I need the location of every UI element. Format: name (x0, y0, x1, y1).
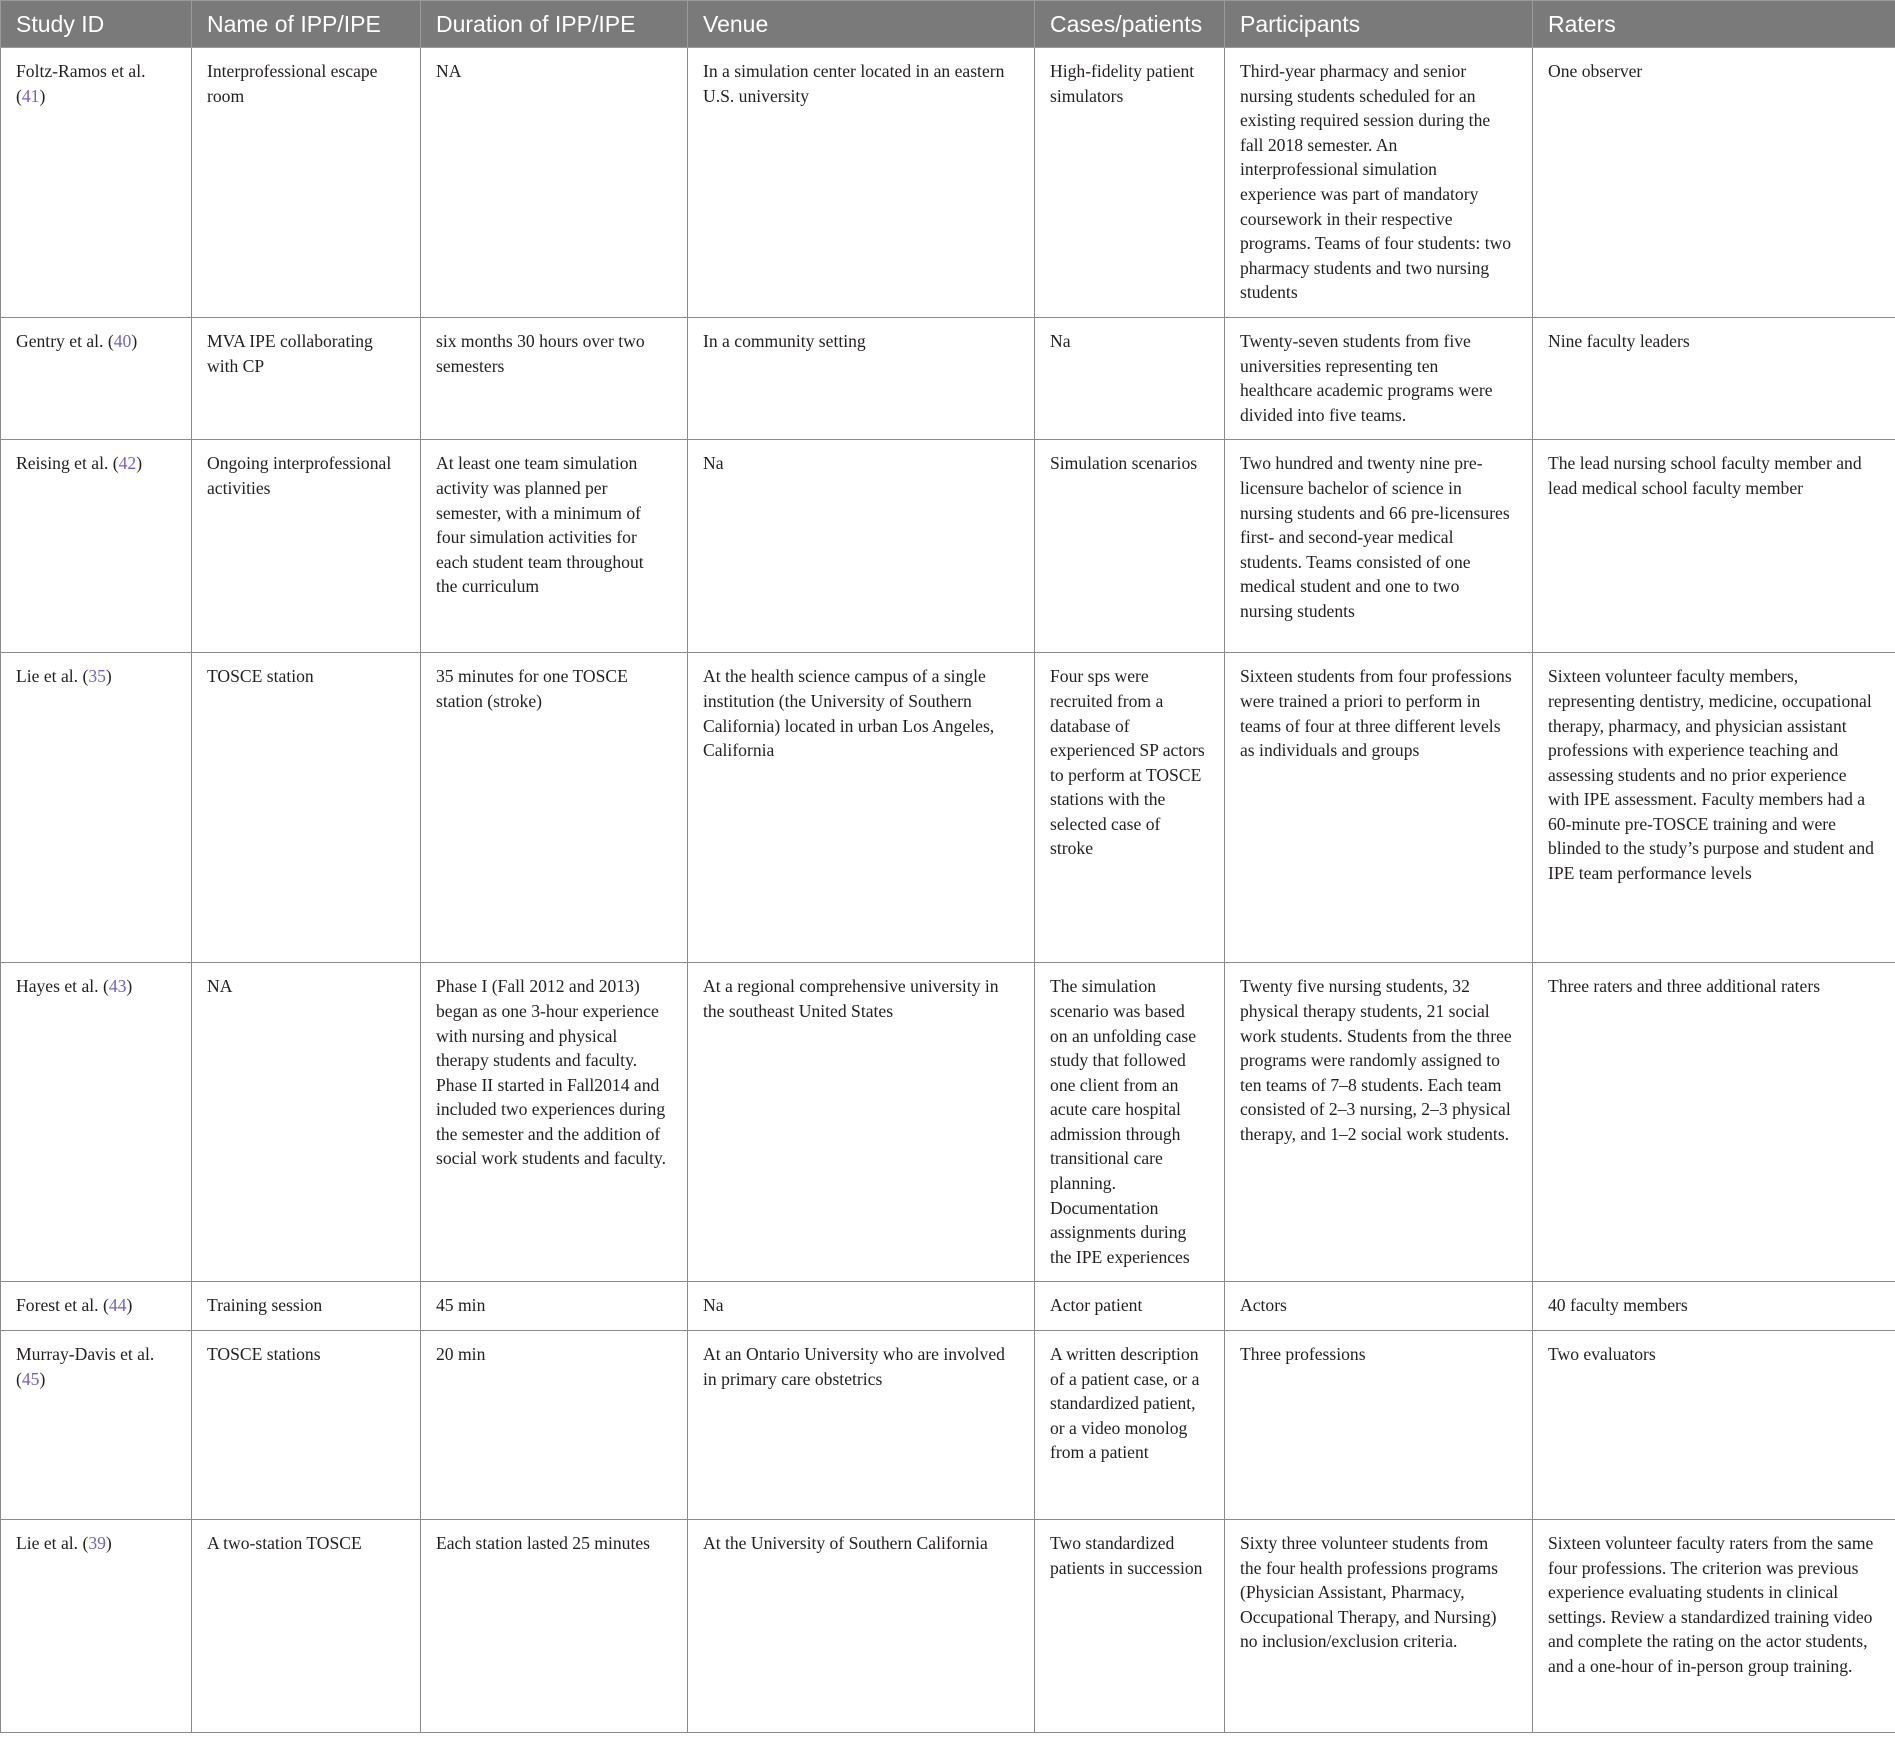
cell-study-id: Murray-Davis et al. (45) (1, 1331, 192, 1520)
study-name: Reising et al. (16, 453, 109, 474)
cell-study-id: Lie et al. (35) (1, 653, 192, 963)
col-header-raters: Raters (1533, 1, 1895, 48)
table-row (1, 440, 1895, 653)
cell-venue: Na (688, 440, 1035, 653)
study-name: Foltz-Ramos et al. (16, 61, 146, 81)
cell-study-id: Foltz-Ramos et al. (41) (1, 48, 192, 318)
cell-cases: Simulation scenarios (1035, 440, 1225, 653)
cell-cases: Na (1035, 317, 1225, 439)
reference-link[interactable]: 40 (113, 330, 132, 351)
reference-link[interactable]: 39 (88, 1533, 106, 1554)
cell-cases: Actor patient (1035, 1282, 1225, 1331)
cell-raters: The lead nursing school faculty member and lead medical school faculty member (1533, 440, 1895, 653)
cell-raters: Nine faculty leaders (1533, 317, 1895, 439)
cell-duration: 35 minutes for one TOSCE station (stroke) (421, 653, 688, 963)
table-row (1, 48, 1895, 318)
reference-link[interactable]: 41 (21, 85, 40, 106)
cell-participants: Actors (1225, 1282, 1533, 1331)
study-name: Hayes et al. (16, 976, 99, 997)
cell-duration: 45 min (421, 1282, 688, 1331)
cell-duration: 20 min (421, 1331, 688, 1520)
cell-venue: In a simulation center located in an eastern U.S. university (688, 48, 1035, 318)
cell-study-id: Gentry et al. (40) (1, 317, 192, 439)
cell-participants: Twenty-seven students from five universities representing ten healthcare academic programs were divided into five teams. (1225, 317, 1533, 439)
cell-cases: The simulation scenario was based on an unfolding case study that followed one client from an acute care hospital admission through transitional care planning. Documentation assignments during the IPE experiences (1035, 963, 1225, 1282)
table-body (1, 48, 1895, 1733)
cell-raters: Two evaluators (1533, 1331, 1895, 1520)
study-name: Forest et al. (16, 1295, 99, 1316)
col-header-participants: Participants (1225, 1, 1533, 48)
study-name: Lie et al. (16, 1533, 79, 1554)
cell-venue: In a community setting (688, 317, 1035, 439)
table-row (1, 1520, 1895, 1733)
study-name: Lie et al. (16, 666, 79, 687)
cell-duration: Each station lasted 25 minutes (421, 1520, 688, 1733)
cell-study-id: Lie et al. (39) (1, 1520, 192, 1733)
cell-name: A two-station TOSCE (192, 1520, 421, 1733)
study-name: Murray-Davis et al. (16, 1344, 155, 1365)
cell-cases: High-fidelity patient simulators (1035, 48, 1225, 318)
cell-participants: Two hundred and twenty nine pre-licensure bachelor of science in nursing students and 66 pre-licensures first- and second-year medical students. Teams consisted of one medical student and one to two nursing students (1225, 440, 1533, 653)
cell-participants: Twenty five nursing students, 32 physical therapy students, 21 social work students. Students from the three programs were randomly assigned to ten teams of 7–8 students. Each team consisted of 2–3 nursing, 2–3 physical therapy, and 1–2 social work students. (1225, 963, 1533, 1282)
table-row (1, 963, 1895, 1282)
table-row (1, 653, 1895, 963)
cell-cases: A written description of a patient case, or a standardized patient, or a video monolog from a patient (1035, 1331, 1225, 1520)
cell-raters: One observer (1533, 48, 1895, 318)
reference-link[interactable]: 45 (21, 1368, 40, 1389)
cell-venue: At the University of Southern California (688, 1520, 1035, 1733)
cell-venue: At a regional comprehensive university in the southeast United States (688, 963, 1035, 1282)
cell-venue: At an Ontario University who are involved in primary care obstetrics (688, 1331, 1035, 1520)
cell-duration: Phase I (Fall 2012 and 2013) began as one 3-hour experience with nursing and physical therapy students and faculty. Phase II started in Fall2014 and included two experiences during the semester and the addition of social work students and faculty. (421, 963, 688, 1282)
cell-raters: Sixteen volunteer faculty members, representing dentistry, medicine, occupational therapy, pharmacy, and physician assistant professions with experience teaching and assessing students and no prior experience with IPE assessment. Faculty members had a 60-minute pre-TOSCE training and were blinded to the study’s purpose and student and IPE team performance levels (1533, 653, 1895, 963)
cell-cases: Two standardized patients in succession (1035, 1520, 1225, 1733)
col-header-venue: Venue (688, 1, 1035, 48)
cell-name: Ongoing interprofessional activities (192, 440, 421, 653)
col-header-cases: Cases/patients (1035, 1, 1225, 48)
cell-raters: Three raters and three additional raters (1533, 963, 1895, 1282)
reference-link[interactable]: 42 (118, 453, 137, 474)
cell-venue: Na (688, 1282, 1035, 1331)
col-header-duration: Duration of IPP/IPE (421, 1, 688, 48)
cell-participants: Sixteen students from four professions were trained a priori to perform in teams of four at three different levels as individuals and groups (1225, 653, 1533, 963)
cell-participants: Third-year pharmacy and senior nursing students scheduled for an existing required session during the fall 2018 semester. An interprofessional simulation experience was part of mandatory coursework in their respective programs. Teams of four students: two pharmacy students and two nursing students (1225, 48, 1533, 318)
cell-duration: NA (421, 48, 688, 318)
reference-link[interactable]: 43 (108, 976, 127, 997)
reference-link[interactable]: 44 (108, 1295, 127, 1316)
cell-name: TOSCE stations (192, 1331, 421, 1520)
col-header-study-id: Study ID (1, 1, 192, 48)
cell-venue: At the health science campus of a single institution (the University of Southern California) located in urban Los Angeles, California (688, 653, 1035, 963)
study-name: Gentry et al. (16, 330, 104, 351)
col-header-name: Name of IPP/IPE (192, 1, 421, 48)
cell-study-id: Forest et al. (44) (1, 1282, 192, 1331)
reference-link[interactable]: 35 (88, 666, 106, 687)
cell-name: Training session (192, 1282, 421, 1331)
cell-raters: Sixteen volunteer faculty raters from the same four professions. The criterion was previous experience evaluating students in clinical settings. Review a standardized training video and complete the rating on the actor students, and a one-hour of in-person group training. (1533, 1520, 1895, 1733)
cell-participants: Sixty three volunteer students from the four health professions programs (Physician Assistant, Pharmacy, Occupational Therapy, and Nursing) no inclusion/exclusion criteria. (1225, 1520, 1533, 1733)
table-row (1, 317, 1895, 439)
table-row (1, 1282, 1895, 1331)
cell-name: MVA IPE collaborating with CP (192, 317, 421, 439)
cell-duration: At least one team simulation activity was planned per semester, with a minimum of four simulation activities for each student team throughout the curriculum (421, 440, 688, 653)
header-row (1, 1, 1895, 48)
cell-raters: 40 faculty members (1533, 1282, 1895, 1331)
table-row (1, 1331, 1895, 1520)
cell-name: NA (192, 963, 421, 1282)
cell-participants: Three professions (1225, 1331, 1533, 1520)
cell-duration: six months 30 hours over two semesters (421, 317, 688, 439)
cell-study-id: Hayes et al. (43) (1, 963, 192, 1282)
cell-cases: Four sps were recruited from a database of experienced SP actors to perform at TOSCE stations with the selected case of stroke (1035, 653, 1225, 963)
cell-name: Interprofessional escape room (192, 48, 421, 318)
cell-study-id: Reising et al. (42) (1, 440, 192, 653)
cell-name: TOSCE station (192, 653, 421, 963)
